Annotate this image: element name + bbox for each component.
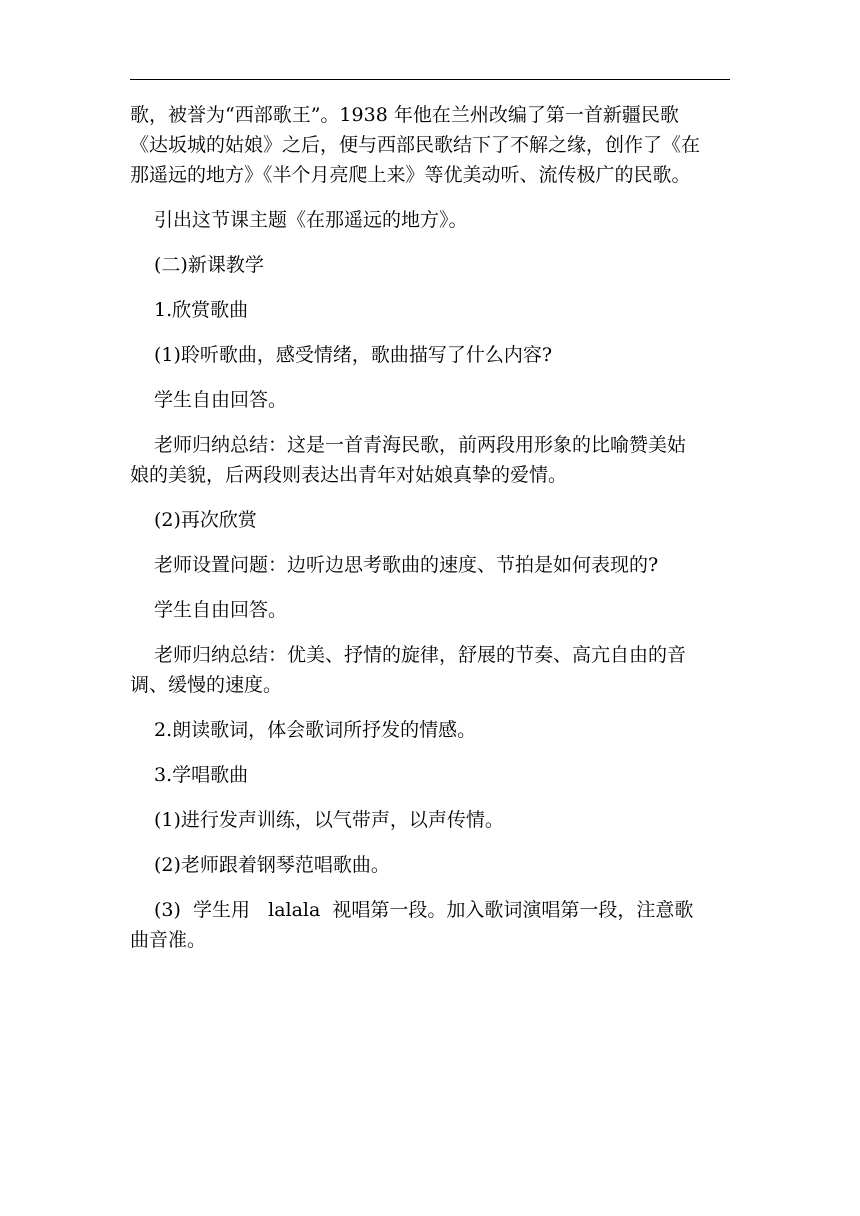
text-line: 2.朗读歌词，体会歌词所抒发的情感。 [154, 719, 477, 741]
text-line: (2)再次欣赏 [154, 509, 257, 531]
paragraph-teacher-question [130, 550, 730, 580]
item-listen-question [130, 340, 730, 370]
item-student-sightsing [130, 895, 730, 955]
text-line: 引出这节课主题《在那遥远的地方》。 [154, 209, 468, 231]
paragraph-wang-luobin-intro [130, 100, 730, 190]
text-line: 学生自由回答。 [154, 599, 288, 621]
text-line: 那遥远的地方》《半个月亮爬上来》等优美动听、流传极广的民歌。 [130, 164, 691, 186]
text-line: 老师设置问题：边听边思考歌曲的速度、节拍是如何表现的? [154, 554, 659, 576]
paragraph-student-answer [130, 595, 730, 625]
text-line: 歌，被誉为“西部歌王”。1938 年他在兰州改编了第一首新疆民歌 [130, 104, 679, 126]
document-body [130, 100, 730, 970]
text-line: 娘的美貌，后两段则表达出青年对姑娘真挚的爱情。 [130, 464, 568, 486]
paragraph-lesson-topic [130, 205, 730, 235]
text-line: (3) 学生用 lalala 视唱第一段。加入歌词演唱第一段，注意歌 [154, 899, 694, 921]
text-line: 老师归纳总结：优美、抒情的旋律，舒展的节奏、高亢自由的音 [154, 644, 687, 666]
text-line: 《达坂城的姑娘》之后，便与西部民歌结下了不解之缘，创作了《在 [130, 134, 701, 156]
text-line: (2)老师跟着钢琴范唱歌曲。 [154, 854, 390, 876]
text-line: 3.学唱歌曲 [154, 764, 249, 786]
text-line: (二)新课教学 [154, 254, 264, 276]
text-line: 1.欣赏歌曲 [154, 299, 249, 321]
subheading-read-lyrics [130, 715, 730, 745]
text-line: 学生自由回答。 [154, 389, 288, 411]
paragraph-student-answer [130, 385, 730, 415]
item-vocal-training [130, 805, 730, 835]
subheading-learn-song [130, 760, 730, 790]
subheading-appreciate-song [130, 295, 730, 325]
text-line: 调、缓慢的速度。 [130, 674, 283, 696]
text-line: 老师归纳总结：这是一首青海民歌，前两段用形象的比喻赞美姑 [154, 434, 687, 456]
item-appreciate-again [130, 505, 730, 535]
text-line: (1)聆听歌曲，感受情绪，歌曲描写了什么内容? [154, 344, 553, 366]
item-teacher-demo [130, 850, 730, 880]
paragraph-teacher-summary [130, 430, 730, 490]
text-line: (1)进行发声训练，以气带声，以声传情。 [154, 809, 504, 831]
text-line: 曲音准。 [130, 929, 207, 951]
header-rule [130, 79, 730, 80]
paragraph-teacher-summary [130, 640, 730, 700]
section-heading-new-lesson [130, 250, 730, 280]
